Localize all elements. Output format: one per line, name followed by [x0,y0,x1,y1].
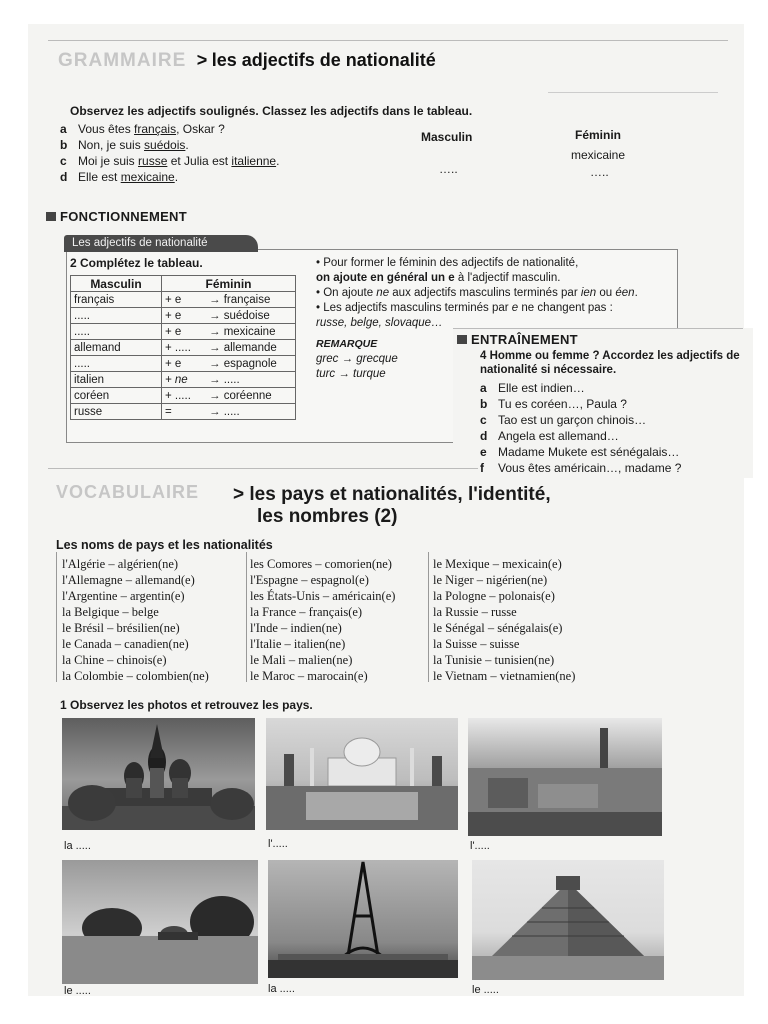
textbook-page [28,24,744,996]
vocab-rule [48,468,478,469]
underlined-adjective: russe [138,154,168,168]
rule-2-ne: ne [376,287,390,299]
countries-column-3 [433,556,575,684]
country-entry: les États-Unis – américain(e) [250,589,396,603]
photo-instruction: 1 Observez les photos et retrouvez les pays. [60,698,313,712]
table-row [71,356,296,372]
rule-2 [316,286,676,301]
exercise-item-f [480,460,681,476]
th-masculin: Masculin [71,276,162,292]
rule-3a: • Les adjectifs masculins terminés par [316,302,512,314]
grammaire-faded-label: GRAMMAIRE [58,50,187,71]
vocab-title-line2: les nombres (2) [257,506,398,527]
table-row [71,404,296,420]
sentence-letter: d [60,170,68,184]
country-entry: le Canada – canadien(ne) [62,637,189,651]
sentence-text: et Julia est [167,154,232,168]
rule-1c: à l'adjectif masculin. [454,272,561,284]
col-masculin: Masculin [421,130,473,144]
country-entry: la Russie – russe [433,605,517,619]
country-entry: le Mexique – mexicain(e) [433,557,562,571]
country-entry: les Comores – comorien(ne) [250,557,392,571]
entrainement-header [457,332,578,347]
cell-feminin: → coréenne [206,388,296,404]
cell-ending: + ..... [162,388,207,404]
exercise-letter: d [480,429,488,443]
cathedral-image [62,718,255,830]
rule-2-end: . [634,287,638,299]
exercise-text: Elle est indien… [498,381,585,395]
sentence-text: Non, je suis [78,138,145,152]
country-entry: la Chine – chinois(e) [62,653,167,667]
grammaire-header [58,50,436,72]
sentence-text: Elle est [78,170,121,184]
cell-ending: = [162,404,207,420]
photo-moscow [62,718,255,830]
rule-1b: on ajoute en général un e [316,272,455,284]
photo-paris [268,860,458,978]
photo-chichenitza [472,860,664,980]
country-entry: la Belgique – belge [62,605,159,619]
exercise-text: Madame Mukete est sénégalais… [498,445,680,459]
masculin-blank: ….. [439,162,458,176]
grammaire-arrow: > [196,50,208,70]
exercise-text: Vous êtes américain…, madame ? [498,461,682,475]
cell-masculin: ..... [71,308,162,324]
cell-feminin: → ..... [206,404,296,420]
grammar-tab: Les adjectifs de nationalité [64,235,258,252]
caption-3: l'..... [470,840,490,852]
remarque-label: REMARQUE [316,338,378,350]
exercise-4-instruction: 4 Homme ou femme ? Accordez les adjectifs de nationalité si nécessaire. [480,350,740,376]
grammaire-sentences [60,121,279,185]
cell-ending: + e [162,308,207,324]
country-entry: l'Allemagne – allemand(e) [62,573,195,587]
sentence-letter: b [60,138,68,152]
exercise-letter: a [480,381,487,395]
table-header-row [71,276,296,292]
cell-ending: + e [162,356,207,372]
countries-column-2 [250,556,395,684]
entrainement-items [480,380,681,476]
cell-feminin: → espagnole [206,356,296,372]
sentence-text: Moi je suis [78,154,139,168]
cell-feminin: → allemande [206,340,296,356]
caption-2: l'..... [268,838,288,850]
vocab-title-line1: les pays et nationalités, l'identité, [249,484,551,505]
country-entry: l'Inde – indien(ne) [250,621,342,635]
exercise-letter: b [480,397,488,411]
caption-6: le ..... [472,984,499,996]
country-entry: l'Argentine – argentin(e) [62,589,185,603]
table-row [71,388,296,404]
grammaire-title: les adjectifs de nationalité [211,50,436,70]
cell-ending: + e [162,324,207,340]
pyramid-image [472,860,664,980]
cell-masculin: italien [71,372,162,388]
sentence-text: . [185,138,189,152]
rule-2b: aux adjectifs masculins terminés par [389,287,581,299]
vocab-header [56,482,199,503]
vocab-title [233,484,551,528]
cell-feminin: → française [206,292,296,308]
sentence-d [60,169,279,185]
rule-2a: • On ajoute [316,287,377,299]
underlined-adjective: mexicaine [120,170,175,184]
country-entry: l'Italie – italien(ne) [250,637,346,651]
table-row [71,340,296,356]
top-rule [48,40,728,41]
square-bullet-icon [46,212,56,221]
exercise-2-instruction: 2 Complétez le tableau. [70,256,203,270]
sentence-a [60,121,279,137]
vocab-arrow: > [233,484,245,505]
th-feminin: Féminin [162,276,296,292]
photo-tajmahal [266,718,458,830]
cell-feminin: → ..... [206,372,296,388]
exercise-item-b [480,396,681,412]
country-entry: le Sénégal – sénégalais(e) [433,621,563,635]
cell-ending: + ..... [162,340,207,356]
col-feminin: Féminin [575,128,622,142]
countries-column-1 [62,556,209,684]
rule-3-e: e [511,302,519,314]
country-entry: l'Algérie – algérien(ne) [62,557,179,571]
caption-4: le ..... [64,985,91,997]
entrainement-rule [453,328,743,329]
remarque-2: turc → turque [316,368,386,380]
sentence-letter: a [60,122,67,136]
caption-1: la ..... [64,840,91,852]
cell-masculin: français [71,292,162,308]
exercise-text: Tu es coréen…, Paula ? [498,397,627,411]
park-guell-image [468,718,662,836]
underlined-adjective: suédois [144,138,186,152]
rule-2-een: éen [615,287,635,299]
col-divider-3 [428,552,429,682]
sentence-text: . [174,170,179,184]
photo-halong [62,860,258,984]
cell-feminin: → suédoise [206,308,296,324]
rule-1a: • Pour former le féminin des adjectifs de nationalité, [316,257,579,269]
vocab-faded-label: VOCABULAIRE [56,482,200,502]
nationality-table [70,275,296,420]
country-entry: le Brésil – brésilien(ne) [62,621,180,635]
cell-masculin: ..... [71,324,162,340]
col-divider-2 [246,552,247,682]
fonctionnement-label: FONCTIONNEMENT [60,209,187,224]
cell-ending: + e [162,292,207,308]
rule-3b: ne changent pas : [518,302,613,314]
sentence-c [60,153,279,169]
rule-3-examples: russe, belge, slovaque… [316,317,443,329]
entrainement-label: ENTRAÎNEMENT [471,332,578,347]
cell-ending: + ne [162,372,207,388]
exercise-item-c [480,412,681,428]
square-bullet-icon [457,335,467,344]
cell-masculin: allemand [71,340,162,356]
countries-subheading: Les noms de pays et les nationalités [56,538,273,552]
country-entry: la Suisse – suisse [433,637,520,651]
table-row [71,372,296,388]
exercise-item-e [480,444,681,460]
country-entry: le Vietnam – vietnamien(ne) [433,669,576,683]
cell-masculin: ..... [71,356,162,372]
eiffel-tower-image [268,860,458,978]
country-entry: l'Espagne – espagnol(e) [250,573,369,587]
header-rule [548,92,718,93]
underlined-adjective: français [134,122,177,136]
halong-bay-image [62,860,258,984]
country-entry: la Pologne – polonais(e) [433,589,555,603]
fonctionnement-header [46,209,187,224]
country-entry: la France – français(e) [250,605,363,619]
sentence-text: Vous êtes [78,122,135,136]
exercise-letter: c [480,413,487,427]
country-entry: la Tunisie – tunisien(ne) [433,653,555,667]
rule-3 [316,301,676,316]
underlined-adjective: italienne [231,154,277,168]
cell-feminin: → mexicaine [206,324,296,340]
entrainement-panel [453,328,753,478]
country-entry: le Maroc – marocain(e) [250,669,368,683]
exercise-item-d [480,428,681,444]
feminin-blank: ….. [590,165,609,179]
country-entry: la Colombie – colombien(ne) [62,669,209,683]
taj-mahal-image [266,718,458,830]
table-body [71,292,296,420]
sentence-text: . [276,154,280,168]
table-row [71,308,296,324]
cell-masculin: coréen [71,388,162,404]
sentence-text: , Oskar ? [176,122,225,136]
rule-2-ien: ien [580,287,597,299]
country-entry: le Mali – malien(ne) [250,653,353,667]
sentence-letter: c [60,154,67,168]
grammaire-instruction: Observez les adjectifs soulignés. Classez les adjectifs dans le tableau. [70,104,473,118]
exercise-text: Tao est un garçon chinois… [498,413,647,427]
cell-masculin: russe [71,404,162,420]
sentence-b [60,137,279,153]
table-row [71,324,296,340]
remarque-1: grec → grecque [316,353,398,365]
rule-2-ou: ou [596,287,616,299]
exercise-item-a [480,380,681,396]
exercise-text: Angela est allemand… [498,429,619,443]
caption-5: la ..... [268,983,295,995]
table-row [71,292,296,308]
rule-1 [316,271,676,286]
feminin-example: mexicaine [571,148,626,162]
exercise-letter: e [480,445,487,459]
photo-barcelona [468,718,662,836]
country-entry: le Niger – nigérien(ne) [433,573,548,587]
col-divider-1 [56,552,57,682]
exercise-letter: f [480,461,484,475]
